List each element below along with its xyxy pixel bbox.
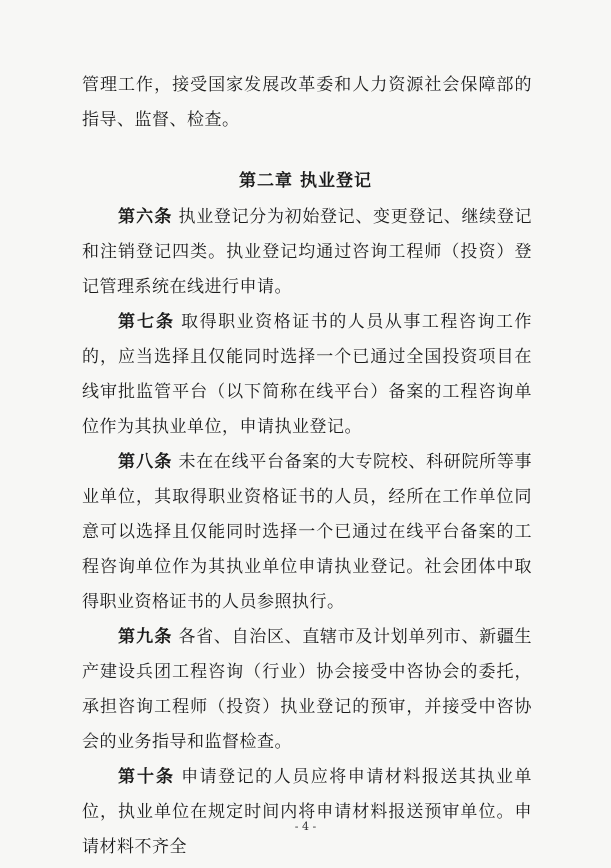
article-7 bbox=[82, 305, 532, 445]
page-number: - 4 - bbox=[294, 820, 317, 833]
article-number: 第九条 bbox=[118, 627, 173, 647]
articles-block bbox=[82, 200, 532, 865]
article-number: 第八条 bbox=[118, 452, 173, 472]
article-number: 第六条 bbox=[118, 207, 173, 227]
article-text: 取得职业资格证书的人员从事工程咨询工作的，应当选择且仅能同时选择一个已通过全国投资项目在线审批监管平台（以下简称在线平台）备案的工程咨询单位作为其执业单位，申请执业登记。 bbox=[82, 312, 533, 437]
article-number: 第十条 bbox=[118, 767, 176, 787]
article-number: 第七条 bbox=[118, 312, 176, 332]
article-6 bbox=[82, 200, 532, 305]
article-text: 申请登记的人员应将申请材料报送其执业单位，执业单位在规定时间内将申请材料报送预审单位。申请材料不齐全 bbox=[82, 767, 533, 857]
lead-paragraph: 管理工作，接受国家发展改革委和人力资源社会保障部的指导、监督、检查。 bbox=[82, 75, 532, 130]
article-10 bbox=[82, 760, 532, 865]
article-text: 各省、自治区、直辖市及计划单列市、新疆生产建设兵团工程咨询（行业）协会接受中咨协会的委托，承担咨询工程师（投资）执业登记的预审，并接受中咨协会的业务指导和监督检查。 bbox=[82, 627, 533, 752]
article-text: 未在在线平台备案的大专院校、科研院所等事业单位，其取得职业资格证书的人员，经所在工作单位同意可以选择且仅能同时选择一个已通过在线平台备案的工程咨询单位作为其执业单位申请执业登记。社会团体中取得职业资格证书的人员参照执行。 bbox=[82, 452, 533, 612]
article-9 bbox=[82, 620, 532, 760]
lead-paragraph-block bbox=[82, 68, 532, 138]
article-8 bbox=[82, 445, 532, 620]
article-text: 执业登记分为初始登记、变更登记、继续登记和注销登记四类。执业登记均通过咨询工程师（投资）登记管理系统在线进行申请。 bbox=[82, 207, 533, 297]
chapter-title: 第二章 执业登记 bbox=[239, 171, 372, 191]
